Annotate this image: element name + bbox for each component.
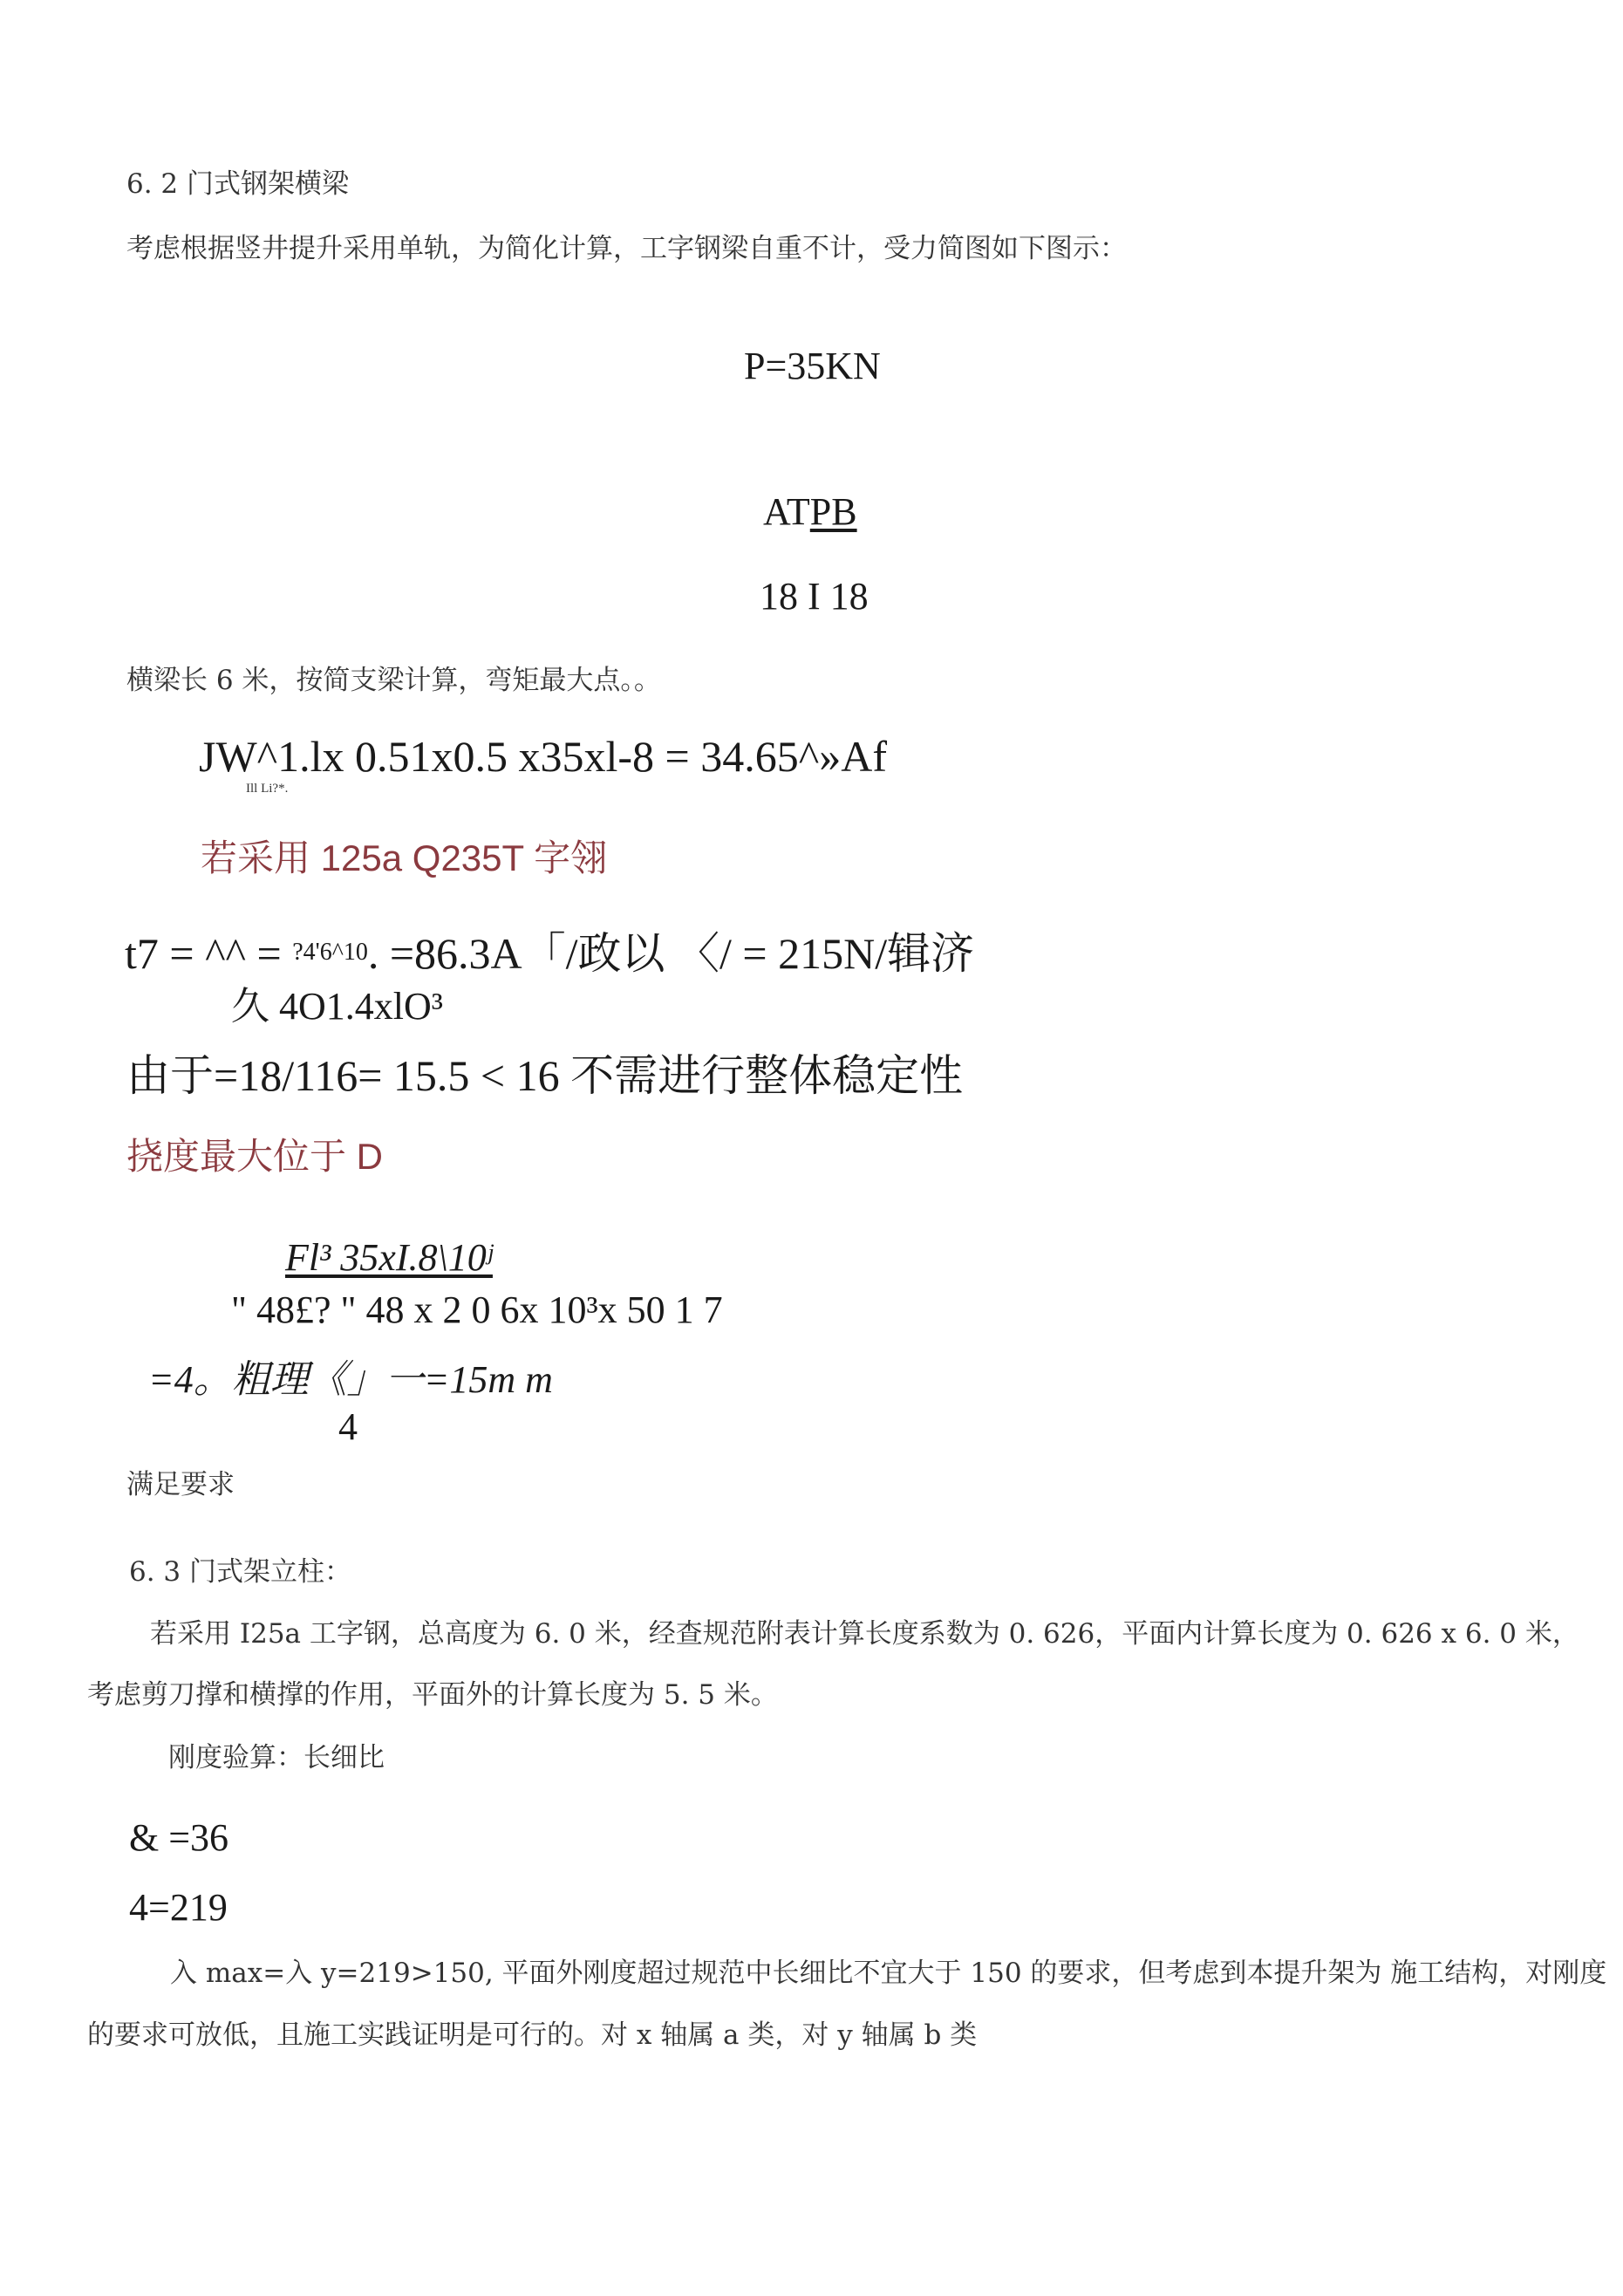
deflection-result-denominator: 4	[338, 1405, 358, 1448]
section-heading-6-2: 6. 2 门式钢架横梁	[126, 168, 350, 200]
conclusion-line-2: 的要求可放低，且施工实践证明是可行的。对 x 轴属 a 类，对 y 轴属 b 类	[87, 2019, 978, 2051]
stress-equation-denominator: 久 4O1.4xlO³	[231, 985, 443, 1028]
stress-equation-main: t7 = ^^ =	[125, 929, 293, 978]
supports-label	[763, 490, 857, 533]
load-label: P=35KN	[744, 345, 881, 387]
deflection-title: 挠度最大位于 D	[126, 1136, 384, 1177]
deflection-numerator	[285, 1236, 493, 1279]
column-paragraph-line-1: 若采用 I25a 工字钢，总高度为 6. 0 米，经查规范附表计算长度系数为 0. 626，平面内计算长度为 0. 626 x 6. 0 米，	[150, 1618, 1579, 1650]
deflection-denominator: " 48£? " 48 x 2 0 6x 10³x 50 1 7	[231, 1288, 723, 1331]
beam-description: 横梁长 6 米，按简支梁计算，弯矩最大点。。	[126, 665, 661, 696]
intro-paragraph: 考虑根据竖井提升采用单轨，为简化计算，工字钢梁自重不计，受力简图如下图示：	[126, 233, 1127, 264]
stiffness-heading: 刚度验算：长细比	[168, 1742, 385, 1773]
moment-equation-subscript: Ill Li?*.	[246, 782, 289, 796]
slenderness-x: & =36	[129, 1816, 229, 1859]
spans-label: 18 I 18	[760, 575, 869, 618]
deflection-result: =4。粗理《」一=15m m	[148, 1358, 553, 1401]
column-paragraph-line-2: 考虑剪刀撑和横撑的作用，平面外的计算长度为 5. 5 米。	[87, 1679, 778, 1711]
stress-equation-fraction: ?4'6^10	[292, 939, 368, 966]
conclusion-line-1: 入 max=入 y=219>150, 平面外刚度超过规范中长细比不宜大于 150 的要求，但考虑到本提升架为 施工结构，对刚度	[170, 1958, 1607, 1989]
satisfied-text: 满足要求	[126, 1469, 235, 1500]
deflection-numerator-text: Fl³ 35xI.8\10ʲ	[285, 1236, 493, 1279]
stability-statement: 由于=18/116= 15.5 < 16 不需进行整体稳定性	[126, 1051, 964, 1100]
stress-equation-rest: . =86.3A「/政以 〈/ = 215N/辑济	[367, 929, 975, 978]
steel-choice: 若采用 125a Q235T 字翎	[201, 837, 608, 878]
support-b-label: PB	[809, 490, 857, 533]
moment-equation: JW^1.lx 0.51x0.5 x35xl-8 = 34.65^»Af	[199, 732, 887, 781]
support-a-label: AT	[763, 490, 810, 533]
stress-equation	[125, 929, 975, 978]
slenderness-y: 4=219	[129, 1886, 228, 1929]
section-heading-6-3: 6. 3 门式架立柱：	[129, 1556, 352, 1588]
